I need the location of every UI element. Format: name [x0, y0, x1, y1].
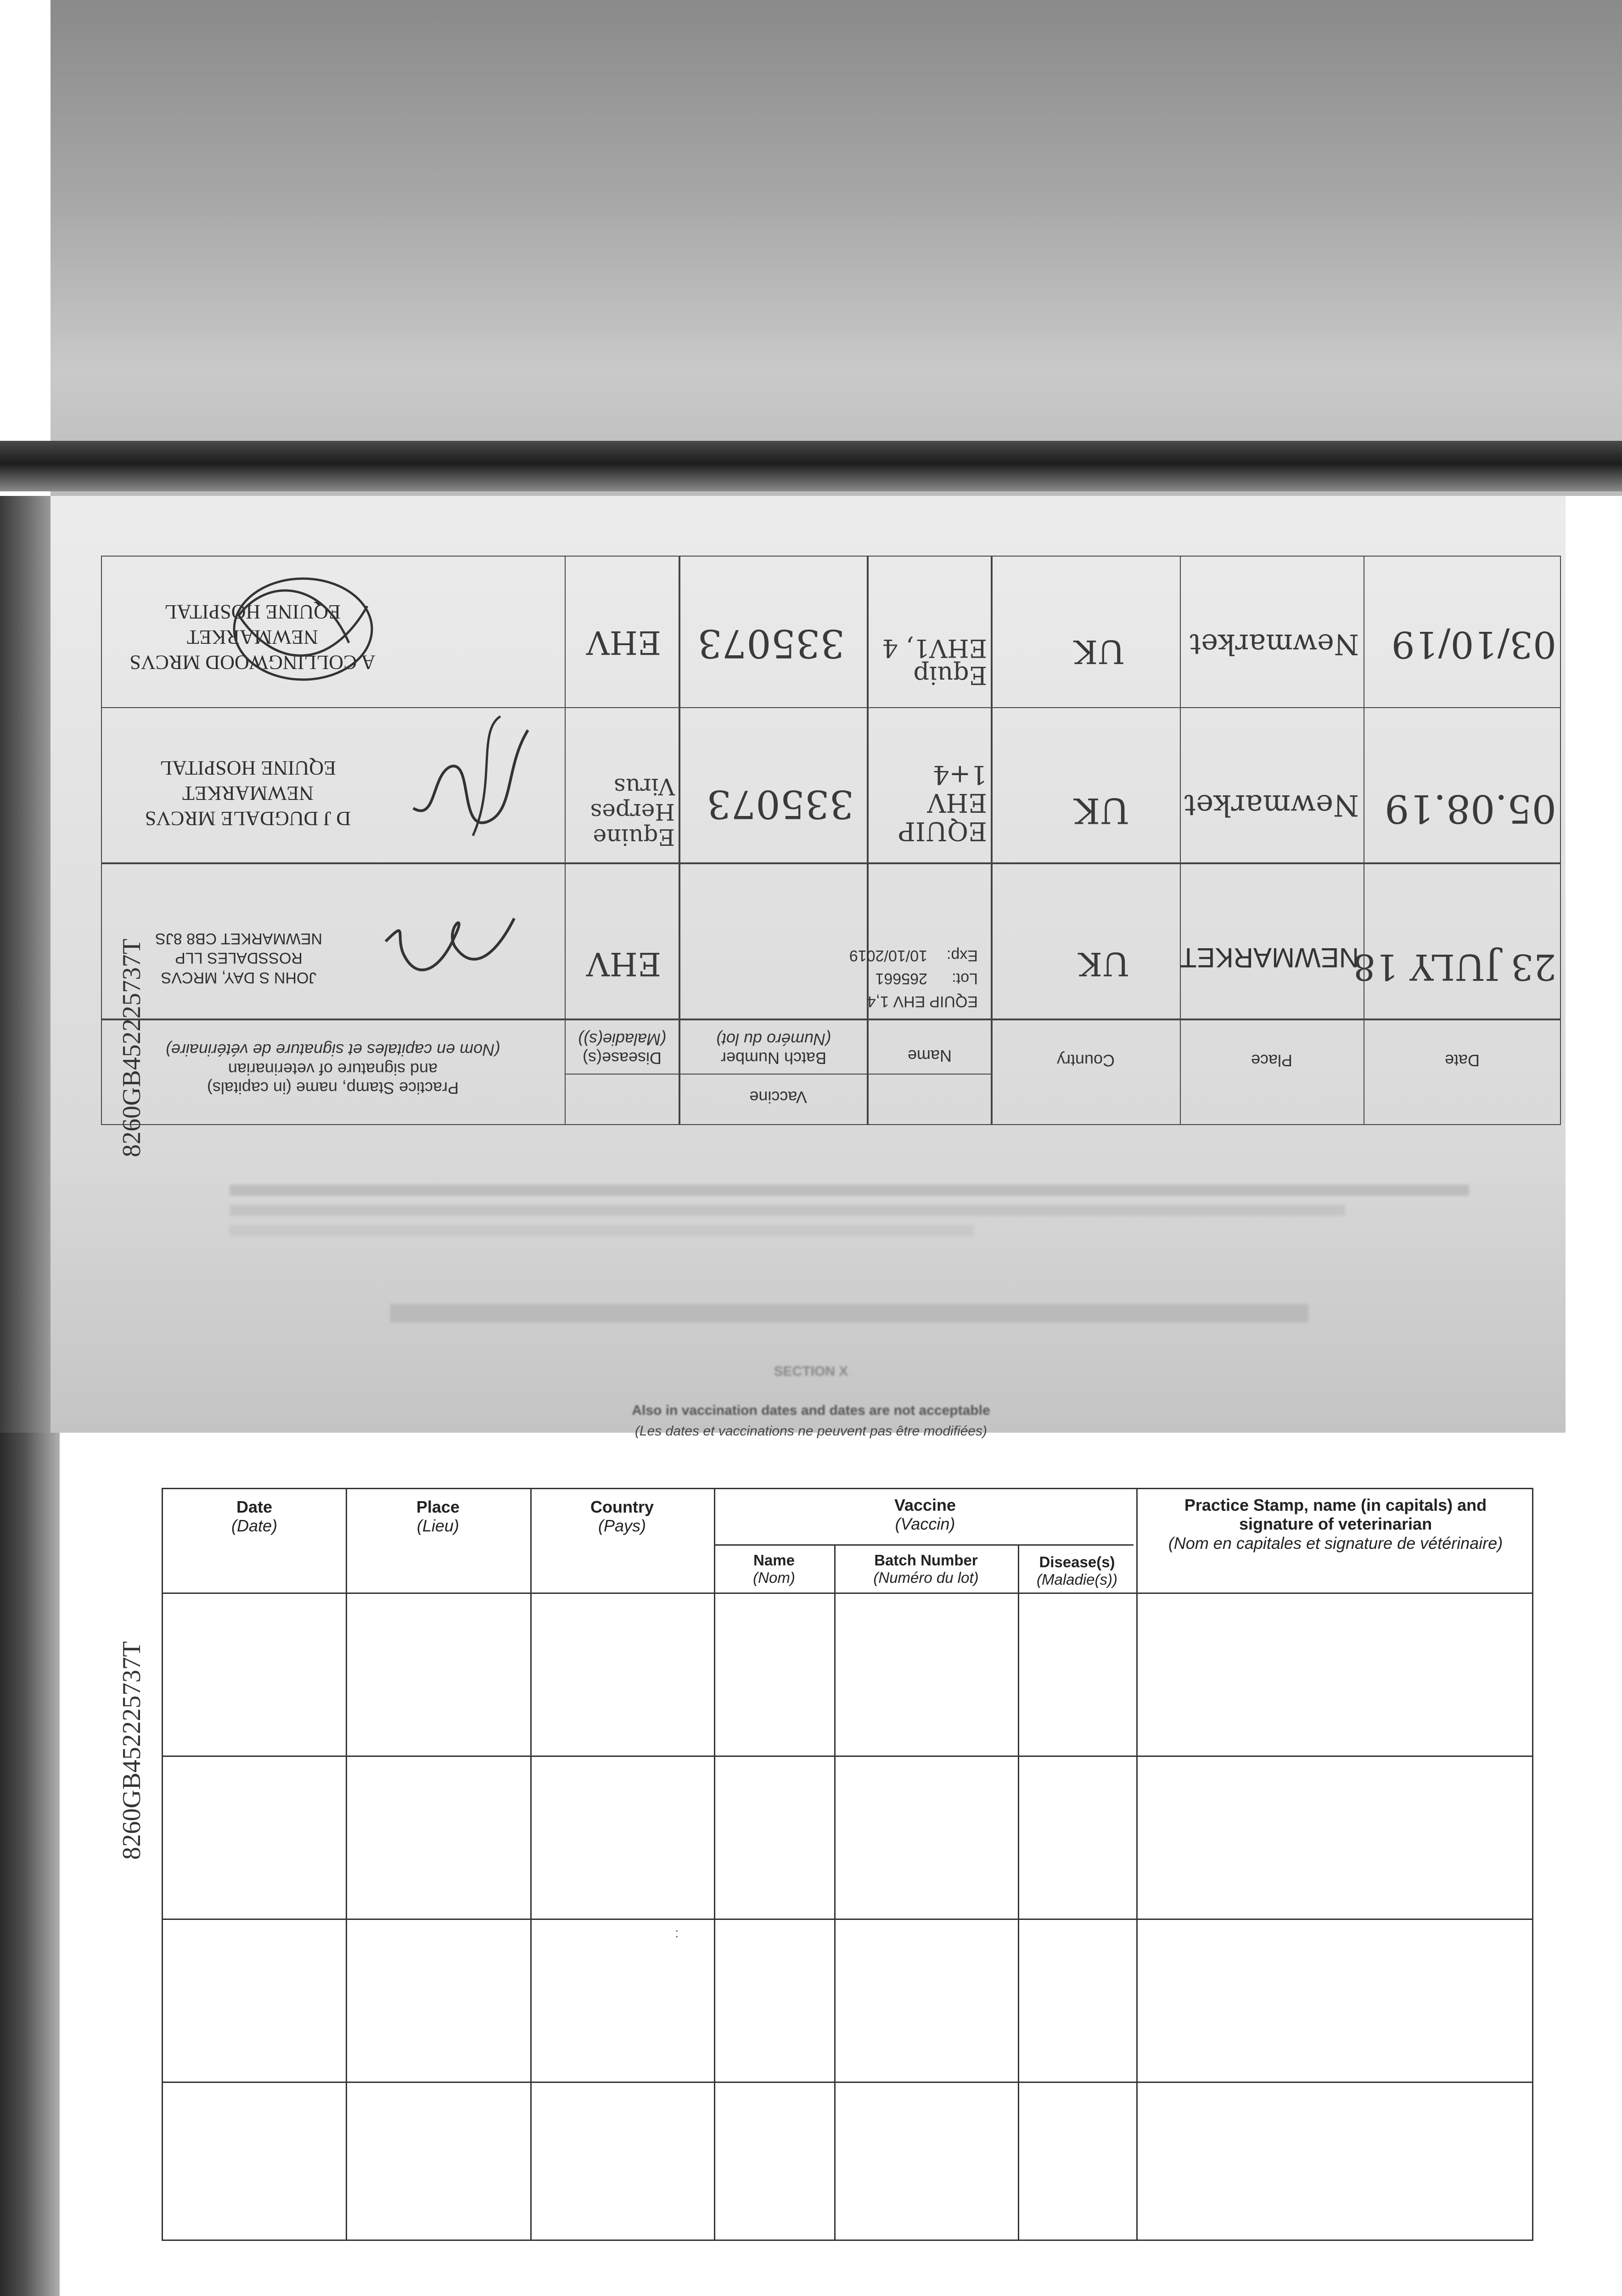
upper-entry-1-stamp-1: JOHN S DAY, MRCVS: [161, 969, 317, 986]
document-id-upper: 8260GB452225737T: [118, 939, 146, 1157]
header-practice-2: signature of veterinarian: [1239, 1514, 1432, 1534]
header-date: [163, 1497, 346, 1536]
upper-entry-1-date: 23 JULY 18: [1353, 946, 1556, 987]
upper-header-disease-en: Disease(s): [582, 1049, 662, 1068]
notice-line-1: Also in vaccination dates and dates are not acceptable: [632, 1403, 990, 1418]
binding-shadow: [0, 441, 1622, 491]
upper-entry-3-vaccine: Equip EHV1, 4: [882, 633, 987, 690]
upper-entry-1-disease: EHV: [586, 945, 661, 983]
upper-header-batch-en: Batch Number: [720, 1049, 827, 1068]
upper-header-practice: [101, 1041, 565, 1097]
header-name-fr: (Nom): [753, 1569, 795, 1586]
header-place-en: Place: [416, 1497, 460, 1516]
upper-entry-2-stamp-2: NEWMARKET: [182, 782, 314, 805]
header-country-fr: (Pays): [598, 1516, 646, 1536]
left-page-edge-lower: [0, 1433, 60, 2296]
col-line: [1018, 1544, 1019, 2240]
upper-entry-1-stamp-2: ROSSDALES LLP: [175, 949, 303, 967]
row-line: [714, 1544, 1134, 1546]
upper-header-practice-1: Practice Stamp, name (in capitals): [207, 1079, 459, 1097]
upper-entry-2-signature: [390, 712, 542, 850]
header-name: [714, 1552, 834, 1587]
upper-entry-1-lot-label: Lot:: [952, 970, 978, 987]
upper-entry-3-signature: [220, 560, 386, 698]
col-line: [346, 1489, 347, 2240]
upper-entry-3-place: Newmarket: [1190, 628, 1359, 661]
upper-entry-1-vaccine-label: EQUIP EHV 1,4: [867, 993, 978, 1010]
upper-entry-1-country: UK: [1078, 945, 1129, 983]
row-line: [163, 1756, 1532, 1757]
notice-line-2: (Les dates et vaccinations ne peuvent pas être modifiées): [634, 1424, 988, 1439]
header-date-fr: (Date): [231, 1516, 278, 1536]
header-disease: [1018, 1553, 1136, 1588]
upper-header-disease-fr: (Maladie(s)): [578, 1030, 667, 1049]
upper-header-batch-fr: (Numéro du lot): [716, 1030, 831, 1049]
upper-entry-1-signature: [376, 891, 523, 1010]
upper-entry-2-country: UK: [1074, 790, 1129, 831]
document-id-lower: 8260GB452225737T: [118, 1641, 146, 1860]
vaccination-table: [162, 1488, 1533, 2241]
header-batch-fr: (Numéro du lot): [873, 1569, 979, 1586]
scanner-background: [51, 0, 1622, 496]
upper-entry-1-lot: 265661: [875, 970, 927, 987]
section-heading: SECTION X: [774, 1364, 848, 1379]
header-disease-en: Disease(s): [1039, 1553, 1115, 1570]
header-place: [346, 1497, 530, 1536]
upper-entry-2-batch: 335073: [707, 782, 854, 827]
upper-entry-2-stamp-1: D J DUGDALE MRCVS: [145, 807, 351, 830]
upper-entry-1-stamp-3: NEWMARKET CB8 8JS: [155, 930, 323, 947]
upper-entry-3-date: 03/10/19: [1391, 623, 1556, 666]
header-disease-fr: (Maladie(s)): [1036, 1570, 1118, 1588]
header-place-fr: (Lieu): [416, 1516, 460, 1536]
upper-entry-1-stamp: [110, 929, 367, 988]
row-line: [163, 1919, 1532, 1920]
col-line: [530, 1489, 532, 2240]
upper-vaccination-table: [101, 556, 1561, 1125]
upper-entry-1-exp: 10/10/2019: [849, 947, 927, 964]
upper-header-practice-fr: (Nom en capitales et signature de vétérinaire): [165, 1041, 500, 1060]
upper-header-vaccine: Vaccine: [749, 1088, 807, 1107]
upper-entry-1-exp-label: Exp:: [946, 947, 978, 964]
col-line: [714, 1489, 715, 2240]
upper-header-practice-2: and signature of veterinarian: [228, 1059, 438, 1079]
header-date-en: Date: [236, 1497, 273, 1516]
upper-entry-1-place: NEWMARKET: [1180, 942, 1359, 973]
blurred-instructions: [230, 1176, 1469, 1267]
row-line: [163, 2082, 1532, 2083]
upper-entry-3-batch: 335073: [697, 621, 845, 666]
upper-entry-3-stamp-2: NEWMARKET: [187, 626, 318, 648]
blurred-section: [390, 1304, 1308, 1322]
header-name-en: Name: [753, 1552, 795, 1569]
upper-entry-3-disease: EHV: [586, 624, 661, 661]
row-line: [163, 1593, 1532, 1594]
col-line: [1136, 1489, 1138, 2240]
upper-header-name: Name: [907, 1047, 952, 1065]
upper-entry-2-date: 05.08.19: [1384, 786, 1556, 831]
header-country: [530, 1497, 714, 1536]
header-country-en: Country: [590, 1497, 654, 1516]
header-practice: [1136, 1496, 1535, 1553]
upper-entry-3-country: UK: [1073, 633, 1125, 670]
col-line: [834, 1544, 836, 2240]
header-vaccine-fr: (Vaccin): [895, 1514, 955, 1534]
upper-header-place: Place: [1251, 1051, 1293, 1070]
header-practice-fr: (Nom en capitales et signature de vétérinaire): [1168, 1533, 1503, 1553]
upper-entry-3-stamp-3: EQUINE HOSPITAL: [164, 601, 341, 623]
upper-header-disease: [565, 1030, 679, 1068]
upper-header-date: Date: [1444, 1051, 1480, 1070]
header-vaccine-en: Vaccine: [894, 1496, 956, 1514]
scan-speck: :: [675, 1925, 679, 1941]
upper-entry-2-stamp-3: EQUINE HOSPITAL: [160, 757, 336, 779]
upper-entry-2-vaccine: EQUIP EHV 1+4: [898, 759, 987, 846]
upper-header-batch: [679, 1030, 868, 1068]
header-batch: [834, 1552, 1018, 1587]
upper-entry-2-disease: Equine Herpes Virus: [590, 773, 675, 850]
header-vaccine: [714, 1496, 1136, 1534]
upper-entry-2-stamp: [110, 755, 386, 831]
upper-entry-3-stamp-1: A COLLINGWOOD MRCVS: [129, 651, 376, 674]
upper-header-country: Country: [1056, 1051, 1115, 1070]
upper-entry-2-place: Newmarket: [1184, 788, 1359, 822]
header-practice-1: Practice Stamp, name (in capitals) and: [1184, 1496, 1487, 1514]
header-batch-en: Batch Number: [874, 1552, 978, 1569]
